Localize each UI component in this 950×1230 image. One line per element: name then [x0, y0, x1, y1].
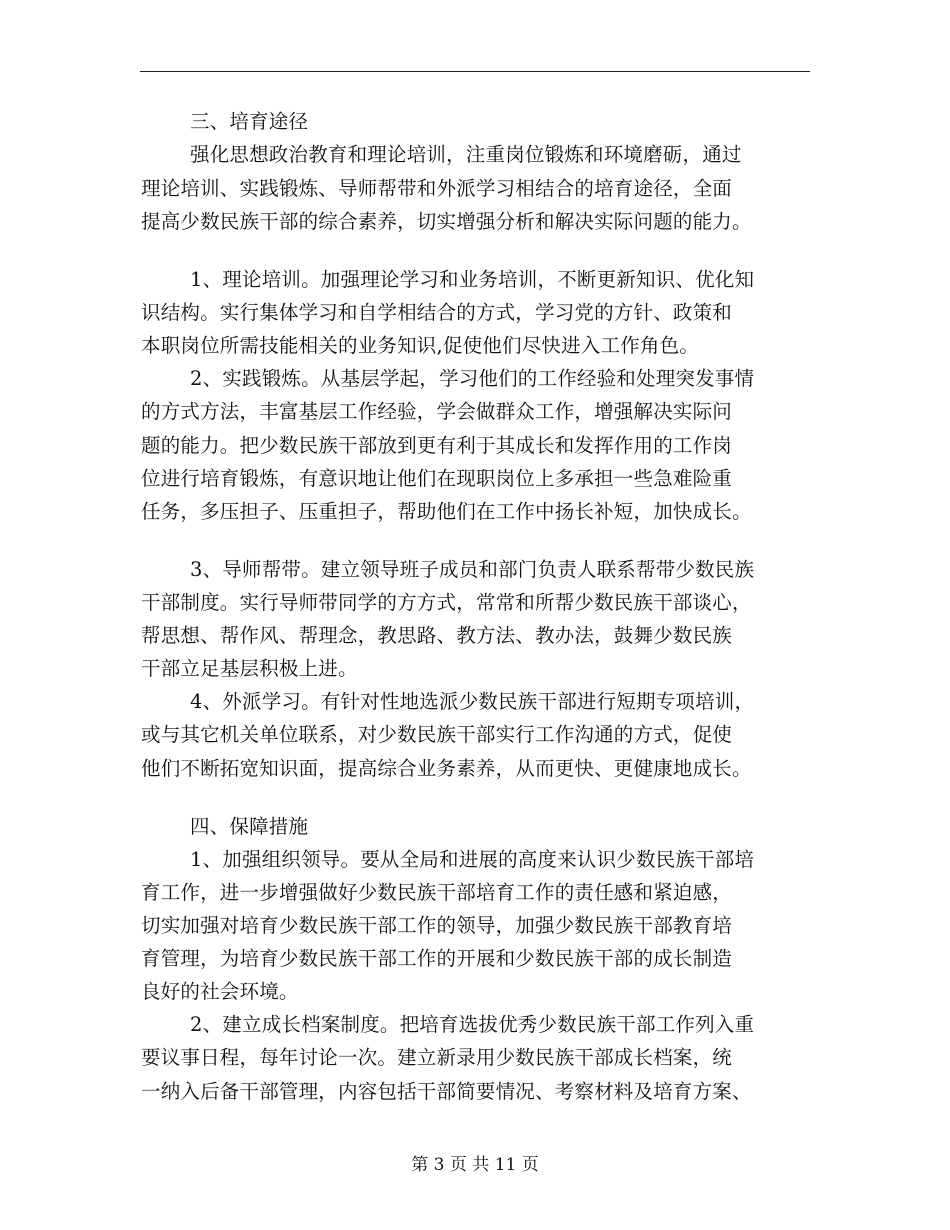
section-heading-4: 四、保障措施	[190, 815, 309, 838]
paragraph-line: 他们不断拓宽知识面，提高综合业务素养，从而更快、更健康地成长。	[141, 757, 752, 780]
paragraph-line: 育管理，为培育少数民族干部工作的开展和少数民族干部的成长制造	[141, 947, 733, 970]
paragraph-line: 提高少数民族干部的综合素养，切实增强分析和解决实际问题的能力。	[141, 210, 752, 233]
paragraph-line: 2、建立成长档案制度。把培育选拔优秀少数民族干部工作列入重	[190, 1013, 755, 1036]
paragraph-line: 的方式方法，丰富基层工作经验，学会做群众工作，增强解决实际问	[141, 400, 733, 423]
paragraph-line: 一纳入后备干部管理，内容包括干部简要情况、考察材料及培育方案、	[141, 1080, 752, 1103]
paragraph-line: 切实加强对培育少数民族干部工作的领导，加强少数民族干部教育培	[141, 914, 733, 937]
paragraph-line: 育工作，进一步增强做好少数民族干部培育工作的责任感和紧迫感，	[141, 881, 733, 904]
paragraph-line: 帮思想、帮作风、帮理念，教思路、教方法、教办法，鼓舞少数民族	[141, 624, 733, 647]
paragraph-line: 要议事日程，每年讨论一次。建立新录用少数民族干部成长档案，统	[141, 1046, 733, 1069]
paragraph-line: 4、外派学习。有针对性地选派少数民族干部进行短期专项培训，	[190, 690, 755, 713]
paragraph-line: 理论培训、实践锻炼、导师帮带和外派学习相结合的培育途径，全面	[141, 177, 733, 200]
paragraph-line: 题的能力。把少数民族干部放到更有利于其成长和发挥作用的工作岗	[141, 434, 733, 457]
paragraph-line: 任务，多压担子、压重担子，帮助他们在工作中扬长补短，加快成长。	[141, 500, 752, 523]
paragraph-line: 位进行培育锻炼，有意识地让他们在现职岗位上多承担一些急难险重	[141, 467, 733, 490]
paragraph-line: 1、理论培训。加强理论学习和业务培训，不断更新知识、优化知	[190, 268, 755, 291]
paragraph-line: 3、导师帮带。建立领导班子成员和部门负责人联系帮带少数民族	[190, 558, 755, 581]
section-heading-3: 三、培育途径	[190, 110, 309, 133]
paragraph-line: 强化思想政治教育和理论培训，注重岗位锻炼和环境磨砺，通过	[190, 143, 742, 166]
page-number-footer: 第 3 页 共 11 页	[411, 1155, 539, 1175]
paragraph-line: 识结构。实行集体学习和自学相结合的方式，学习党的方针、政策和	[141, 301, 733, 324]
paragraph-line: 2、实践锻炼。从基层学起，学习他们的工作经验和处理突发事情	[190, 367, 755, 390]
paragraph-line: 1、加强组织领导。要从全局和进展的高度来认识少数民族干部培	[190, 848, 755, 871]
paragraph-line: 良好的社会环境。	[141, 980, 299, 1003]
header-rule	[140, 71, 810, 72]
paragraph-line: 干部立足基层积极上进。	[141, 657, 358, 680]
paragraph-line: 或与其它机关单位联系，对少数民族干部实行工作沟通的方式，促使	[141, 723, 733, 746]
paragraph-line: 本职岗位所需技能相关的业务知识,促使他们尽快进入工作角色。	[141, 334, 699, 357]
paragraph-line: 干部制度。实行导师带同学的方方式，常常和所帮少数民族干部谈心，	[141, 591, 752, 614]
